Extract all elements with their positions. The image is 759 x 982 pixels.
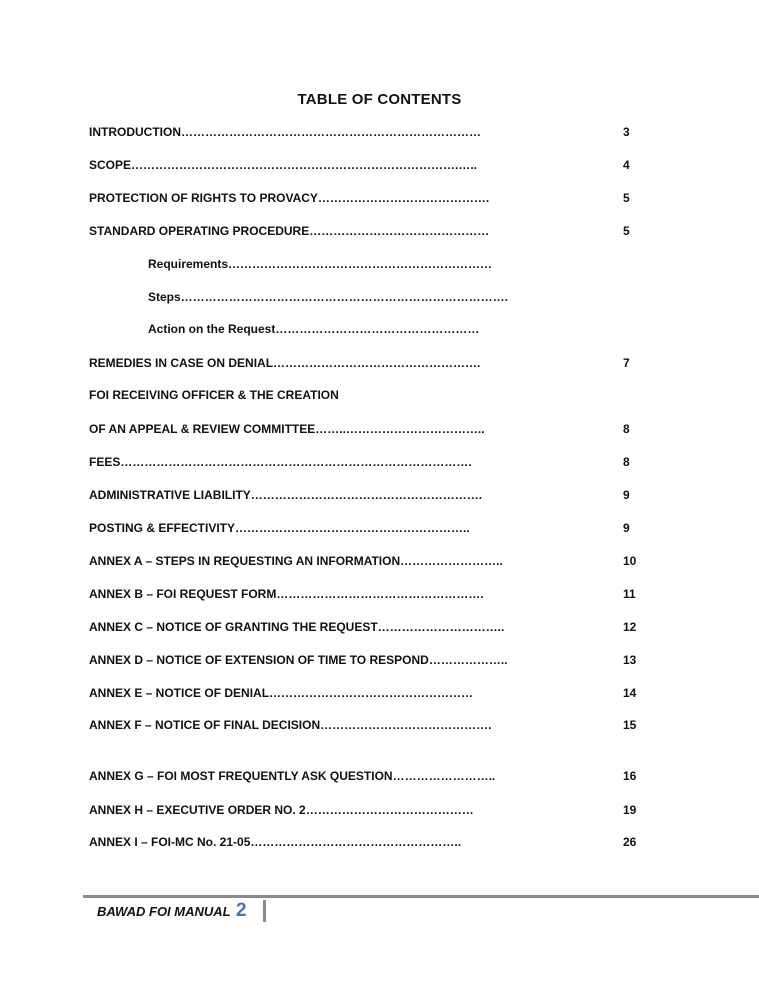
toc-entry-fees — [0, 453, 759, 471]
toc-entry-appeal-review-committee — [0, 420, 759, 438]
toc-entry-label: ANNEX F – NOTICE OF FINAL DECISION……………………………………. — [89, 718, 492, 732]
toc-page-number: 11 — [623, 587, 636, 601]
toc-page-number: 13 — [623, 653, 637, 667]
toc-entry-label: ANNEX D – NOTICE OF EXTENSION OF TIME TO RESPOND……………….. — [89, 653, 508, 667]
toc-entry-label: ANNEX C – NOTICE OF GRANTING THE REQUEST………………………….. — [89, 620, 505, 634]
toc-page-number: 8 — [623, 455, 630, 469]
toc-page-number: 5 — [623, 224, 630, 238]
toc-entry-annex-a — [0, 552, 759, 570]
toc-page-number: 16 — [623, 769, 637, 783]
toc-entry-label: FOI RECEIVING OFFICER & THE CREATION — [89, 388, 339, 402]
toc-subentry-requirements — [0, 255, 759, 273]
toc-entry-label: FEES……………………………………………………………………………. — [89, 455, 472, 469]
toc-entry-annex-d — [0, 651, 759, 669]
toc-entry-label: PROTECTION OF RIGHTS TO PROVACY……………………………………. — [89, 191, 490, 205]
toc-page-number: 4 — [623, 158, 630, 172]
toc-entry-annex-e — [0, 684, 759, 702]
toc-page-number: 19 — [623, 803, 637, 817]
toc-entry-label: INTRODUCTION………………………………………………………………… — [89, 125, 481, 139]
page-title: TABLE OF CONTENTS — [297, 91, 462, 108]
toc-entry-label: ANNEX H – EXECUTIVE ORDER NO. 2…………………………………… — [89, 803, 474, 817]
toc-entry-label: ANNEX E – NOTICE OF DENIAL…………………………………………… — [89, 686, 474, 700]
footer-vertical-divider — [263, 900, 266, 922]
toc-entry-label: OF AN APPEAL & REVIEW COMMITTEE……..…………………………….. — [89, 422, 485, 436]
toc-entry-label: Requirements………………………………………………………… — [148, 257, 493, 271]
toc-page-number: 10 — [623, 554, 637, 568]
toc-entry-foi-receiving-officer — [0, 386, 759, 404]
toc-page-number: 7 — [623, 356, 630, 370]
toc-entry-posting-effectivity — [0, 519, 759, 537]
toc-entry-annex-c — [0, 618, 759, 636]
footer-manual-title: BAWAD FOI MANUAL — [97, 904, 231, 919]
toc-page-number: 9 — [623, 521, 630, 535]
toc-page-number: 9 — [623, 488, 630, 502]
toc-entry-label: ANNEX B – FOI REQUEST FORM……………………………………………. — [89, 587, 484, 601]
toc-entry-label: Action on the Request…………………………………………… — [148, 322, 480, 336]
toc-entry-annex-h — [0, 801, 759, 819]
page-footer — [97, 900, 247, 922]
toc-entry-annex-f — [0, 716, 759, 734]
toc-entry-remedies — [0, 354, 759, 372]
toc-entry-scope — [0, 156, 759, 174]
toc-entry-label: STANDARD OPERATING PROCEDURE……………………………………… — [89, 224, 490, 238]
toc-entry-annex-g — [0, 767, 759, 785]
toc-entry-label: POSTING & EFFECTIVITY………………………………………………….. — [89, 521, 470, 535]
toc-page-number: 15 — [623, 718, 637, 732]
toc-subentry-action-on-request — [0, 320, 759, 338]
toc-entry-label: ANNEX I – FOI-MC No. 21-05…………………………………………….. — [89, 835, 462, 849]
toc-page-number: 8 — [623, 422, 630, 436]
toc-entry-label: ANNEX A – STEPS IN REQUESTING AN INFORMATION…………………….. — [89, 554, 503, 568]
toc-entry-introduction — [0, 123, 759, 141]
toc-entry-annex-i — [0, 833, 759, 851]
toc-entry-label: ADMINISTRATIVE LIABILITY…………………………………………………. — [89, 488, 483, 502]
toc-subentry-steps — [0, 288, 759, 306]
toc-entry-annex-b — [0, 585, 759, 603]
toc-page-number: 12 — [623, 620, 637, 634]
toc-page-number: 14 — [623, 686, 637, 700]
toc-entry-protection-of-rights — [0, 189, 759, 207]
footer-page-number: 2 — [236, 900, 247, 921]
toc-page-number: 5 — [623, 191, 630, 205]
toc-entry-standard-operating-procedure — [0, 222, 759, 240]
footer-divider — [83, 895, 759, 898]
toc-entry-label: Steps………………………………………………………………………. — [148, 290, 509, 304]
toc-entry-label: SCOPE……………………………………………………………………….….. — [89, 158, 478, 172]
toc-entry-label: REMEDIES IN CASE ON DENIAL……………………………………………. — [89, 356, 481, 370]
toc-page-number: 3 — [623, 125, 630, 139]
toc-entry-label: ANNEX G – FOI MOST FREQUENTLY ASK QUESTION…………………….. — [89, 769, 496, 783]
toc-entry-administrative-liability — [0, 486, 759, 504]
toc-page-number: 26 — [623, 835, 637, 849]
